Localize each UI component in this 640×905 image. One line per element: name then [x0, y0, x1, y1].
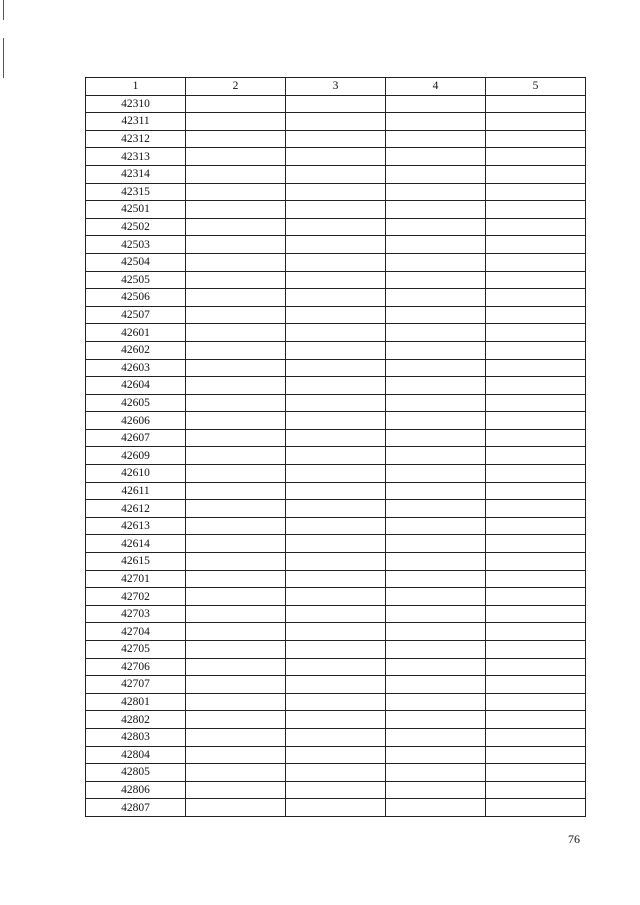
empty-cell-col-4 — [386, 764, 486, 782]
empty-cell-col-3 — [286, 676, 386, 694]
table-row — [86, 218, 586, 236]
empty-cell-col-4 — [386, 271, 486, 289]
table-row — [86, 359, 586, 377]
empty-cell-col-2 — [186, 130, 286, 148]
table-row — [86, 289, 586, 307]
empty-cell-col-3 — [286, 482, 386, 500]
column-header-1: 1 — [86, 78, 186, 96]
account-code-cell: 42313 — [86, 148, 186, 166]
empty-cell-col-5 — [486, 711, 586, 729]
empty-cell-col-4 — [386, 130, 486, 148]
account-code-cell: 42613 — [86, 517, 186, 535]
empty-cell-col-4 — [386, 218, 486, 236]
table-row — [86, 429, 586, 447]
empty-cell-col-2 — [186, 165, 286, 183]
empty-cell-col-4 — [386, 253, 486, 271]
empty-cell-col-4 — [386, 711, 486, 729]
table-row — [86, 253, 586, 271]
empty-cell-col-3 — [286, 359, 386, 377]
empty-cell-col-4 — [386, 746, 486, 764]
account-code-cell: 42601 — [86, 324, 186, 342]
empty-cell-col-3 — [286, 588, 386, 606]
account-code-cell: 42607 — [86, 429, 186, 447]
empty-cell-col-3 — [286, 412, 386, 430]
empty-cell-col-3 — [286, 711, 386, 729]
empty-cell-col-2 — [186, 148, 286, 166]
account-code-cell: 42703 — [86, 605, 186, 623]
empty-cell-col-3 — [286, 605, 386, 623]
column-header-3: 3 — [286, 78, 386, 96]
empty-cell-col-3 — [286, 306, 386, 324]
account-codes-table-container — [85, 77, 585, 817]
empty-cell-col-2 — [186, 289, 286, 307]
account-code-cell: 42606 — [86, 412, 186, 430]
account-code-cell: 42803 — [86, 728, 186, 746]
empty-cell-col-4 — [386, 412, 486, 430]
empty-cell-col-4 — [386, 658, 486, 676]
table-row — [86, 324, 586, 342]
empty-cell-col-2 — [186, 535, 286, 553]
empty-cell-col-4 — [386, 306, 486, 324]
empty-cell-col-4 — [386, 183, 486, 201]
empty-cell-col-2 — [186, 764, 286, 782]
table-row — [86, 746, 586, 764]
empty-cell-col-5 — [486, 341, 586, 359]
empty-cell-col-3 — [286, 799, 386, 817]
column-header-4: 4 — [386, 78, 486, 96]
empty-cell-col-3 — [286, 764, 386, 782]
empty-cell-col-5 — [486, 482, 586, 500]
account-code-cell: 42609 — [86, 447, 186, 465]
empty-cell-col-4 — [386, 781, 486, 799]
column-header-5: 5 — [486, 78, 586, 96]
empty-cell-col-2 — [186, 412, 286, 430]
empty-cell-col-2 — [186, 465, 286, 483]
table-row — [86, 553, 586, 571]
empty-cell-col-2 — [186, 517, 286, 535]
empty-cell-col-5 — [486, 429, 586, 447]
empty-cell-col-5 — [486, 236, 586, 254]
empty-cell-col-3 — [286, 553, 386, 571]
empty-cell-col-2 — [186, 500, 286, 518]
empty-cell-col-4 — [386, 113, 486, 131]
table-row — [86, 148, 586, 166]
empty-cell-col-3 — [286, 394, 386, 412]
empty-cell-col-4 — [386, 693, 486, 711]
empty-cell-col-5 — [486, 676, 586, 694]
empty-cell-col-5 — [486, 799, 586, 817]
empty-cell-col-2 — [186, 711, 286, 729]
empty-cell-col-2 — [186, 746, 286, 764]
empty-cell-col-5 — [486, 148, 586, 166]
empty-cell-col-5 — [486, 570, 586, 588]
table-row — [86, 588, 586, 606]
empty-cell-col-4 — [386, 341, 486, 359]
empty-cell-col-2 — [186, 447, 286, 465]
empty-cell-col-3 — [286, 658, 386, 676]
empty-cell-col-5 — [486, 218, 586, 236]
empty-cell-col-5 — [486, 693, 586, 711]
empty-cell-col-5 — [486, 447, 586, 465]
empty-cell-col-2 — [186, 799, 286, 817]
account-code-cell: 42314 — [86, 165, 186, 183]
table-row — [86, 764, 586, 782]
empty-cell-col-2 — [186, 324, 286, 342]
empty-cell-col-3 — [286, 465, 386, 483]
account-code-cell: 42804 — [86, 746, 186, 764]
empty-cell-col-3 — [286, 341, 386, 359]
empty-cell-col-2 — [186, 183, 286, 201]
account-code-cell: 42315 — [86, 183, 186, 201]
empty-cell-col-3 — [286, 201, 386, 219]
empty-cell-col-3 — [286, 377, 386, 395]
table-row — [86, 236, 586, 254]
empty-cell-col-4 — [386, 676, 486, 694]
empty-cell-col-4 — [386, 359, 486, 377]
account-code-cell: 42505 — [86, 271, 186, 289]
empty-cell-col-4 — [386, 553, 486, 571]
empty-cell-col-4 — [386, 377, 486, 395]
empty-cell-col-4 — [386, 447, 486, 465]
empty-cell-col-5 — [486, 201, 586, 219]
table-row — [86, 623, 586, 641]
empty-cell-col-3 — [286, 236, 386, 254]
account-code-cell: 42501 — [86, 201, 186, 219]
table-row — [86, 271, 586, 289]
empty-cell-col-2 — [186, 623, 286, 641]
empty-cell-col-2 — [186, 605, 286, 623]
empty-cell-col-2 — [186, 201, 286, 219]
empty-cell-col-5 — [486, 746, 586, 764]
empty-cell-col-4 — [386, 570, 486, 588]
table-row — [86, 500, 586, 518]
account-code-cell: 42604 — [86, 377, 186, 395]
account-code-cell: 42603 — [86, 359, 186, 377]
account-code-cell: 42615 — [86, 553, 186, 571]
account-code-cell: 42605 — [86, 394, 186, 412]
account-code-cell: 42503 — [86, 236, 186, 254]
table-row — [86, 605, 586, 623]
empty-cell-col-5 — [486, 253, 586, 271]
empty-cell-col-3 — [286, 781, 386, 799]
empty-cell-col-3 — [286, 429, 386, 447]
empty-cell-col-5 — [486, 641, 586, 659]
empty-cell-col-3 — [286, 746, 386, 764]
empty-cell-col-3 — [286, 728, 386, 746]
empty-cell-col-5 — [486, 113, 586, 131]
empty-cell-col-4 — [386, 289, 486, 307]
empty-cell-col-2 — [186, 113, 286, 131]
account-code-cell: 42504 — [86, 253, 186, 271]
empty-cell-col-4 — [386, 641, 486, 659]
table-row — [86, 306, 586, 324]
empty-cell-col-3 — [286, 641, 386, 659]
empty-cell-col-5 — [486, 605, 586, 623]
scan-artifact-line — [3, 0, 4, 20]
empty-cell-col-4 — [386, 517, 486, 535]
empty-cell-col-5 — [486, 306, 586, 324]
empty-cell-col-3 — [286, 324, 386, 342]
table-row — [86, 377, 586, 395]
account-code-cell: 42614 — [86, 535, 186, 553]
account-code-cell: 42802 — [86, 711, 186, 729]
account-code-cell: 42805 — [86, 764, 186, 782]
account-code-cell: 42502 — [86, 218, 186, 236]
empty-cell-col-4 — [386, 605, 486, 623]
empty-cell-col-5 — [486, 271, 586, 289]
empty-cell-col-4 — [386, 324, 486, 342]
empty-cell-col-5 — [486, 412, 586, 430]
empty-cell-col-3 — [286, 148, 386, 166]
empty-cell-col-5 — [486, 623, 586, 641]
empty-cell-col-5 — [486, 658, 586, 676]
empty-cell-col-2 — [186, 236, 286, 254]
account-code-cell: 42704 — [86, 623, 186, 641]
empty-cell-col-2 — [186, 553, 286, 571]
empty-cell-col-4 — [386, 465, 486, 483]
empty-cell-col-2 — [186, 781, 286, 799]
empty-cell-col-4 — [386, 623, 486, 641]
empty-cell-col-2 — [186, 641, 286, 659]
empty-cell-col-4 — [386, 95, 486, 113]
empty-cell-col-5 — [486, 377, 586, 395]
header-row — [86, 78, 586, 96]
empty-cell-col-5 — [486, 359, 586, 377]
account-code-cell: 42612 — [86, 500, 186, 518]
table-row — [86, 676, 586, 694]
empty-cell-col-5 — [486, 553, 586, 571]
account-code-cell: 42507 — [86, 306, 186, 324]
page-number: 76 — [568, 832, 580, 846]
table-row — [86, 113, 586, 131]
table-row — [86, 641, 586, 659]
empty-cell-col-5 — [486, 588, 586, 606]
empty-cell-col-2 — [186, 306, 286, 324]
empty-cell-col-5 — [486, 535, 586, 553]
empty-cell-col-5 — [486, 183, 586, 201]
empty-cell-col-4 — [386, 535, 486, 553]
account-code-cell: 42807 — [86, 799, 186, 817]
table-row — [86, 95, 586, 113]
empty-cell-col-2 — [186, 429, 286, 447]
empty-cell-col-4 — [386, 236, 486, 254]
empty-cell-col-3 — [286, 289, 386, 307]
empty-cell-col-3 — [286, 447, 386, 465]
empty-cell-col-2 — [186, 95, 286, 113]
empty-cell-col-3 — [286, 95, 386, 113]
table-row — [86, 781, 586, 799]
empty-cell-col-5 — [486, 324, 586, 342]
table-row — [86, 711, 586, 729]
empty-cell-col-4 — [386, 728, 486, 746]
table-row — [86, 412, 586, 430]
empty-cell-col-2 — [186, 341, 286, 359]
account-code-cell: 42705 — [86, 641, 186, 659]
empty-cell-col-2 — [186, 394, 286, 412]
empty-cell-col-5 — [486, 500, 586, 518]
empty-cell-col-4 — [386, 799, 486, 817]
empty-cell-col-5 — [486, 781, 586, 799]
empty-cell-col-3 — [286, 113, 386, 131]
empty-cell-col-5 — [486, 95, 586, 113]
empty-cell-col-3 — [286, 271, 386, 289]
account-codes-table — [85, 77, 586, 817]
table-row — [86, 341, 586, 359]
empty-cell-col-4 — [386, 201, 486, 219]
empty-cell-col-2 — [186, 676, 286, 694]
table-row — [86, 517, 586, 535]
empty-cell-col-3 — [286, 535, 386, 553]
empty-cell-col-3 — [286, 130, 386, 148]
empty-cell-col-5 — [486, 728, 586, 746]
column-header-2: 2 — [186, 78, 286, 96]
empty-cell-col-2 — [186, 253, 286, 271]
empty-cell-col-5 — [486, 289, 586, 307]
empty-cell-col-5 — [486, 764, 586, 782]
table-row — [86, 728, 586, 746]
empty-cell-col-4 — [386, 148, 486, 166]
account-code-cell: 42312 — [86, 130, 186, 148]
empty-cell-col-5 — [486, 130, 586, 148]
account-code-cell: 42706 — [86, 658, 186, 676]
account-code-cell: 42506 — [86, 289, 186, 307]
account-code-cell: 42310 — [86, 95, 186, 113]
table-row — [86, 183, 586, 201]
table-row — [86, 165, 586, 183]
empty-cell-col-3 — [286, 500, 386, 518]
table-row — [86, 447, 586, 465]
table-row — [86, 130, 586, 148]
empty-cell-col-3 — [286, 623, 386, 641]
account-code-cell: 42610 — [86, 465, 186, 483]
empty-cell-col-2 — [186, 271, 286, 289]
empty-cell-col-2 — [186, 218, 286, 236]
scan-artifact-line — [3, 38, 4, 78]
empty-cell-col-4 — [386, 165, 486, 183]
table-row — [86, 201, 586, 219]
table-row — [86, 693, 586, 711]
table-row — [86, 465, 586, 483]
empty-cell-col-5 — [486, 517, 586, 535]
empty-cell-col-4 — [386, 588, 486, 606]
empty-cell-col-2 — [186, 570, 286, 588]
empty-cell-col-3 — [286, 517, 386, 535]
empty-cell-col-2 — [186, 658, 286, 676]
empty-cell-col-4 — [386, 429, 486, 447]
empty-cell-col-3 — [286, 218, 386, 236]
account-code-cell: 42707 — [86, 676, 186, 694]
empty-cell-col-2 — [186, 588, 286, 606]
account-code-cell: 42602 — [86, 341, 186, 359]
account-code-cell: 42801 — [86, 693, 186, 711]
table-body — [86, 95, 586, 816]
table-row — [86, 394, 586, 412]
empty-cell-col-2 — [186, 359, 286, 377]
empty-cell-col-2 — [186, 482, 286, 500]
empty-cell-col-5 — [486, 465, 586, 483]
table-row — [86, 535, 586, 553]
empty-cell-col-3 — [286, 693, 386, 711]
account-code-cell: 42701 — [86, 570, 186, 588]
empty-cell-col-5 — [486, 394, 586, 412]
empty-cell-col-3 — [286, 165, 386, 183]
table-row — [86, 570, 586, 588]
account-code-cell: 42702 — [86, 588, 186, 606]
table-header — [86, 78, 586, 96]
empty-cell-col-3 — [286, 570, 386, 588]
empty-cell-col-3 — [286, 183, 386, 201]
empty-cell-col-4 — [386, 394, 486, 412]
account-code-cell: 42806 — [86, 781, 186, 799]
table-row — [86, 482, 586, 500]
empty-cell-col-2 — [186, 728, 286, 746]
empty-cell-col-2 — [186, 693, 286, 711]
table-row — [86, 799, 586, 817]
empty-cell-col-2 — [186, 377, 286, 395]
empty-cell-col-5 — [486, 165, 586, 183]
account-code-cell: 42611 — [86, 482, 186, 500]
empty-cell-col-4 — [386, 500, 486, 518]
empty-cell-col-3 — [286, 253, 386, 271]
empty-cell-col-4 — [386, 482, 486, 500]
account-code-cell: 42311 — [86, 113, 186, 131]
table-row — [86, 658, 586, 676]
